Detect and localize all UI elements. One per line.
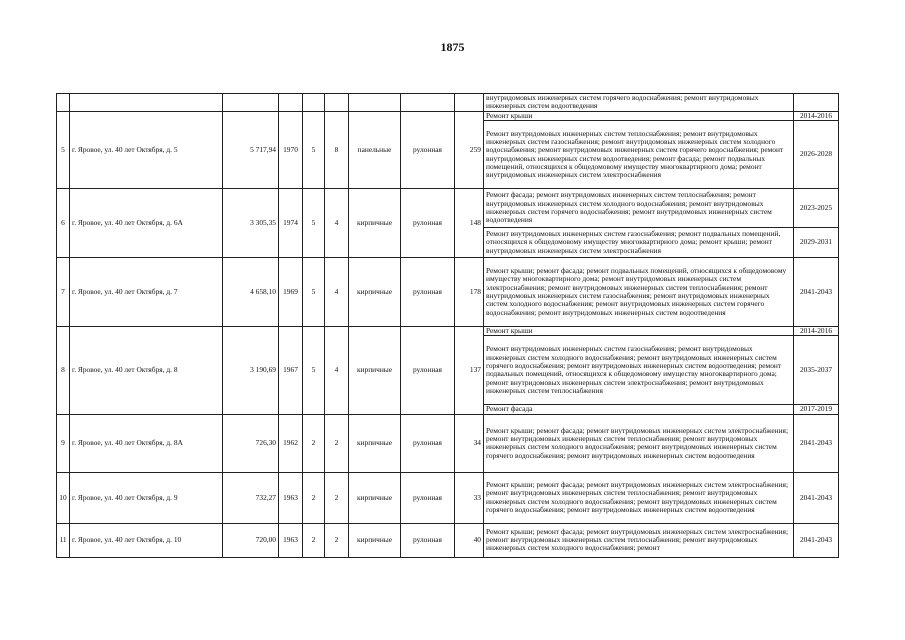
cell-empty bbox=[70, 94, 223, 112]
residents-cell: 40 bbox=[455, 523, 484, 557]
roof-cell: рулонная bbox=[401, 111, 455, 188]
year-cell: 1969 bbox=[279, 258, 303, 327]
roof-cell: рулонная bbox=[401, 523, 455, 557]
work-cell: Ремонт внутридомовых инженерных систем газоснабжения; ремонт внутридомовых инженерных систем холодного водоснабжения; ремонт внутридомовых инженерных систем горячего водоснабжения; ремонт внутридомовых инженерных систем водоотведения; ремонт подвальных помещений, относящихся к общедомовому имуществу многоквартирного дома; ремонт внутридомовых инженерных систем электроснабжения; ремонт внутридомовых инженерных систем теплоснабжения bbox=[484, 336, 794, 405]
entrances-cell: 2 bbox=[325, 414, 349, 472]
repair-schedule-table bbox=[56, 93, 839, 558]
period-cell: 2041-2043 bbox=[794, 258, 839, 327]
work-cell: Ремонт внутридомовых инженерных систем теплоснабжения; ремонт внутридомовых инженерных систем газоснабжения; ремонт внутридомовых инженерных систем холодного водоснабжения; ремонт внутридомовых инженерных систем горячего водоснабжения; ремонт внутридомовых инженерных систем водоотведения; ремонт фасада; ремонт подвальных помещений, относящихся к общедомовому имуществу многоквартирного дома; ремонт внутридомовых инженерных систем электроснабжения bbox=[484, 121, 794, 189]
cell-empty bbox=[325, 94, 349, 112]
residents-cell: 259 bbox=[455, 111, 484, 188]
period-cell: 2035-2037 bbox=[794, 336, 839, 405]
floors-cell: 5 bbox=[303, 111, 325, 188]
area-cell: 3 305,35 bbox=[223, 189, 279, 258]
period-cell: 2026-2028 bbox=[794, 121, 839, 189]
floors-cell: 5 bbox=[303, 189, 325, 258]
roof-cell: рулонная bbox=[401, 472, 455, 523]
cell-empty bbox=[57, 94, 70, 112]
table-row bbox=[57, 111, 839, 120]
address-cell: г. Яровое, ул. 40 лет Октября, д. 5 bbox=[70, 111, 223, 188]
table-row bbox=[57, 523, 839, 557]
area-cell: 4 658,10 bbox=[223, 258, 279, 327]
address-cell: г. Яровое, ул. 40 лет Октября, д. 6А bbox=[70, 189, 223, 258]
area-cell: 732,27 bbox=[223, 472, 279, 523]
period-cell: 2017-2019 bbox=[794, 405, 839, 414]
floors-cell: 5 bbox=[303, 258, 325, 327]
cell-empty bbox=[401, 94, 455, 112]
row-number: 8 bbox=[57, 327, 70, 415]
row-number: 5 bbox=[57, 111, 70, 188]
period-cell bbox=[794, 94, 839, 112]
year-cell: 1962 bbox=[279, 414, 303, 472]
page-number: 1875 bbox=[440, 40, 465, 54]
work-cell: Ремонт крыши bbox=[484, 111, 794, 120]
period-cell: 2041-2043 bbox=[794, 523, 839, 557]
walls-cell: кирпичные bbox=[349, 258, 401, 327]
row-number: 11 bbox=[57, 523, 70, 557]
address-cell: г. Яровое, ул. 40 лет Октября, д. 7 bbox=[70, 258, 223, 327]
cell-empty bbox=[223, 94, 279, 112]
year-cell: 1967 bbox=[279, 327, 303, 415]
area-cell: 5 717,94 bbox=[223, 111, 279, 188]
work-cell: Ремонт фасада bbox=[484, 405, 794, 414]
year-cell: 1974 bbox=[279, 189, 303, 258]
walls-cell: кирпичные bbox=[349, 189, 401, 258]
row-number: 10 bbox=[57, 472, 70, 523]
entrances-cell: 2 bbox=[325, 523, 349, 557]
entrances-cell: 4 bbox=[325, 258, 349, 327]
address-cell: г. Яровое, ул. 40 лет Октября, д. 8 bbox=[70, 327, 223, 415]
table-row bbox=[57, 327, 839, 336]
row-number: 7 bbox=[57, 258, 70, 327]
entrances-cell: 2 bbox=[325, 472, 349, 523]
walls-cell: кирпичные bbox=[349, 414, 401, 472]
period-cell: 2041-2043 bbox=[794, 472, 839, 523]
residents-cell: 33 bbox=[455, 472, 484, 523]
address-cell: г. Яровое, ул. 40 лет Октября, д. 9 bbox=[70, 472, 223, 523]
roof-cell: рулонная bbox=[401, 327, 455, 415]
row-number: 6 bbox=[57, 189, 70, 258]
cell-empty bbox=[455, 94, 484, 112]
entrances-cell: 8 bbox=[325, 111, 349, 188]
table-row bbox=[57, 414, 839, 472]
walls-cell: кирпичные bbox=[349, 523, 401, 557]
area-cell: 720,00 bbox=[223, 523, 279, 557]
period-cell: 2041-2043 bbox=[794, 414, 839, 472]
table-row bbox=[57, 258, 839, 327]
year-cell: 1963 bbox=[279, 523, 303, 557]
address-cell: г. Яровое, ул. 40 лет Октября, д. 10 bbox=[70, 523, 223, 557]
work-cell: Ремонт крыши; ремонт фасада; ремонт внутридомовых инженерных систем электроснабжения; ремонт внутридомовых инженерных систем теплоснабжения; ремонт внутридомовых инженерных систем холодного водоснабжения; ремонт внутридомовых инженерных систем горячего водоснабжения; ремонт внутридомовых инженерных систем водоотведения bbox=[484, 472, 794, 523]
address-cell: г. Яровое, ул. 40 лет Октября, д. 8А bbox=[70, 414, 223, 472]
period-cell: 2014-2016 bbox=[794, 111, 839, 120]
work-cell: внутридомовых инженерных систем горячего водоснабжения; ремонт внутридомовых инженерных систем водоотведения bbox=[484, 94, 794, 112]
table-row bbox=[57, 189, 839, 228]
residents-cell: 148 bbox=[455, 189, 484, 258]
work-cell: Ремонт фасада; ремонт внутридомовых инженерных систем теплоснабжения; ремонт внутридомовых инженерных систем холодного водоснабжения; ремонт внутридомовых инженерных систем горячего водоснабжения; ремонт внутридомовых инженерных систем водоотведения bbox=[484, 189, 794, 228]
period-cell: 2014-2016 bbox=[794, 327, 839, 336]
residents-cell: 34 bbox=[455, 414, 484, 472]
work-cell: Ремонт крыши; ремонт фасада; ремонт внутридомовых инженерных систем электроснабжения; ремонт внутридомовых инженерных систем теплоснабжения; ремонт внутридомовых инженерных систем холодного водоснабжения; ремонт bbox=[484, 523, 794, 557]
period-cell: 2023-2025 bbox=[794, 189, 839, 228]
work-cell: Ремонт внутридомовых инженерных систем газоснабжения; ремонт подвальных помещений, относящихся к общедомовому имуществу многоквартирного дома; ремонт крыши; ремонт внутридомовых инженерных систем электроснабжения bbox=[484, 228, 794, 258]
floors-cell: 2 bbox=[303, 472, 325, 523]
cell-empty bbox=[279, 94, 303, 112]
walls-cell: кирпичные bbox=[349, 327, 401, 415]
walls-cell: кирпичные bbox=[349, 472, 401, 523]
residents-cell: 178 bbox=[455, 258, 484, 327]
table-row-continuation bbox=[57, 94, 839, 112]
roof-cell: рулонная bbox=[401, 258, 455, 327]
floors-cell: 2 bbox=[303, 414, 325, 472]
area-cell: 726,30 bbox=[223, 414, 279, 472]
floors-cell: 2 bbox=[303, 523, 325, 557]
floors-cell: 5 bbox=[303, 327, 325, 415]
cell-empty bbox=[349, 94, 401, 112]
cell-empty bbox=[303, 94, 325, 112]
area-cell: 3 190,69 bbox=[223, 327, 279, 415]
walls-cell: панельные bbox=[349, 111, 401, 188]
row-number: 9 bbox=[57, 414, 70, 472]
work-cell: Ремонт крыши; ремонт фасада; ремонт подвальных помещений, относящихся к общедомовому имуществу многоквартирного дома; ремонт внутридомовых инженерных систем электроснабжения; ремонт внутридомовых инженерных систем теплоснабжения; ремонт внутридомовых инженерных систем газоснабжения; ремонт внутридомовых инженерных систем холодного водоснабжения; ремонт внутридомовых инженерных систем горячего водоснабжения; ремонт внутридомовых инженерных систем водоотведения bbox=[484, 258, 794, 327]
work-cell: Ремонт крыши bbox=[484, 327, 794, 336]
table-row bbox=[57, 472, 839, 523]
roof-cell: рулонная bbox=[401, 414, 455, 472]
entrances-cell: 4 bbox=[325, 189, 349, 258]
residents-cell: 137 bbox=[455, 327, 484, 415]
period-cell: 2029-2031 bbox=[794, 228, 839, 258]
entrances-cell: 4 bbox=[325, 327, 349, 415]
year-cell: 1970 bbox=[279, 111, 303, 188]
work-cell: Ремонт крыши; ремонт фасада; ремонт внутридомовых инженерных систем электроснабжения; ремонт внутридомовых инженерных систем теплоснабжения; ремонт внутридомовых инженерных систем холодного водоснабжения; ремонт внутридомовых инженерных систем горячего водоснабжения; ремонт внутридомовых инженерных систем водоотведения bbox=[484, 414, 794, 472]
roof-cell: рулонная bbox=[401, 189, 455, 258]
year-cell: 1963 bbox=[279, 472, 303, 523]
